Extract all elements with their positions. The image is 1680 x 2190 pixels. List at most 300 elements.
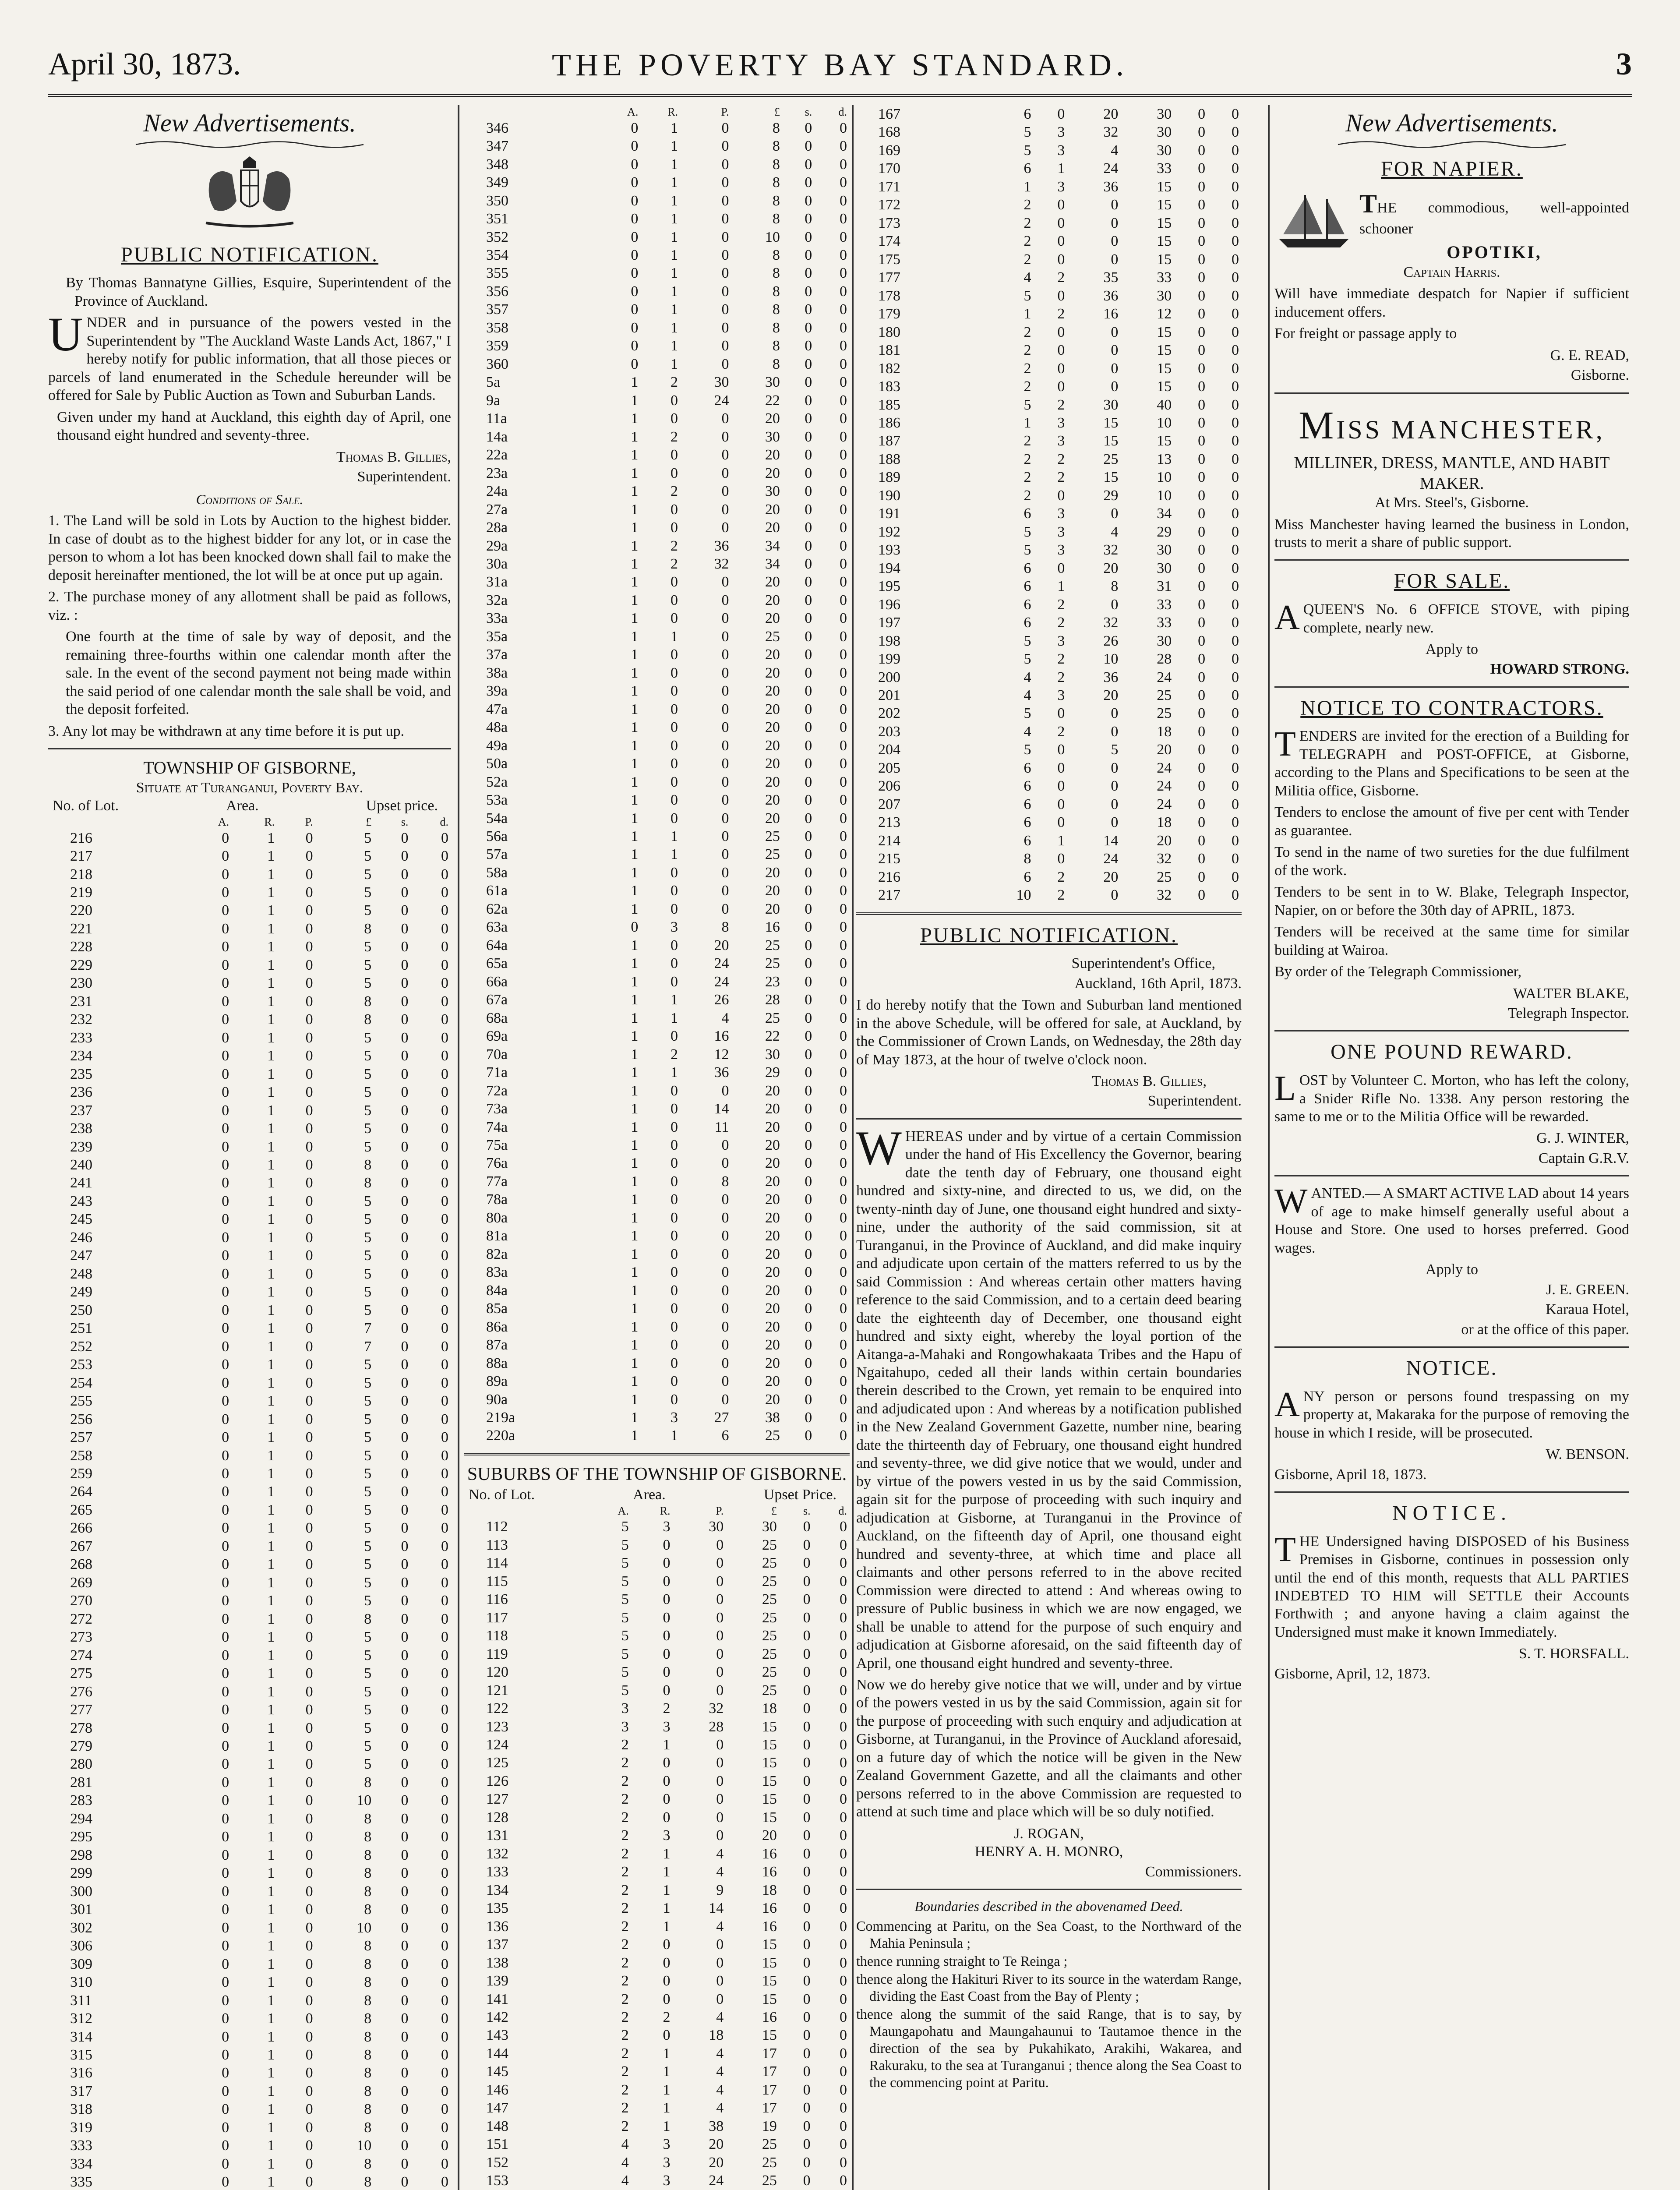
table-cell: 0	[305, 1011, 313, 1028]
table-cell: 30	[765, 428, 780, 445]
table-cell: 1	[631, 1355, 639, 1371]
table-cell: 0	[716, 1936, 724, 1953]
table-cell: 0	[441, 1629, 448, 1646]
table-cell: 8	[364, 1865, 372, 1882]
table-cell: 0	[803, 2045, 811, 2062]
table-cell: 1	[631, 992, 639, 1008]
table-cell: 0	[671, 447, 678, 463]
table-cell: 174	[878, 233, 900, 250]
table-cell: 5	[364, 939, 372, 955]
table-cell: 1	[631, 737, 639, 754]
table-cell: 0	[671, 519, 678, 536]
table-cell: 0	[305, 1120, 313, 1137]
table-row	[464, 192, 850, 210]
table-cell: 0	[305, 1665, 313, 1682]
table-row	[464, 900, 850, 918]
notice-2-date: Gisborne, April, 12, 1873.	[1274, 1665, 1431, 1682]
table-row	[856, 541, 1242, 559]
table-cell: 1	[671, 120, 678, 136]
table-cell: 20	[765, 410, 780, 427]
table-cell: 0	[805, 1391, 812, 1408]
table-cell: 0	[803, 1755, 811, 1771]
table-cell: 15	[1103, 433, 1119, 449]
table-cell: 276	[70, 1683, 92, 1700]
table-cell: 0	[631, 319, 639, 336]
table-cell: 0	[721, 883, 729, 899]
boundary-line: thence along the summit of the said Range, that is to say, by Maungapohatu and Maungahaunui to Tautamoe thence in the direction of the sea by Pukahikato, Arakihi, Wakarea, and Rakuraku, to the sea at Turanganui ; thence along the Sea Coast to the commencing point at Paritu.	[856, 2006, 1242, 2091]
table-cell: 20	[765, 774, 780, 790]
table-cell: 182	[878, 360, 900, 377]
table-cell: 1	[267, 830, 275, 846]
table-cell: 1	[631, 447, 639, 463]
table-cell: 0	[805, 1209, 812, 1226]
table-row	[48, 1628, 451, 1646]
table-row	[464, 1190, 850, 1208]
table-cell: 0	[401, 1393, 409, 1409]
table-cell: 179	[878, 306, 900, 322]
table-cell: 0	[441, 957, 448, 973]
table-cell: 0	[1232, 687, 1239, 703]
table-cell: 0	[631, 192, 639, 209]
table-cell: 1	[267, 1665, 275, 1682]
table-cell: 5	[364, 1429, 372, 1446]
table-cell: 25	[762, 1646, 777, 1662]
table-cell: 1	[267, 1120, 275, 1137]
table-cell: 20	[1103, 106, 1119, 122]
table-cell: 0	[222, 939, 229, 955]
table-cell: 0	[1232, 106, 1239, 122]
table-cell: 0	[721, 1300, 729, 1317]
table-row	[48, 1883, 451, 1900]
table-cell: 253	[70, 1356, 92, 1373]
table-cell: 0	[805, 356, 812, 372]
table-row	[464, 845, 850, 863]
table-cell: 1	[631, 792, 639, 809]
table-cell: 5	[364, 1284, 372, 1300]
table-cell: 1	[267, 884, 275, 901]
table-cell: 0	[441, 1193, 448, 1209]
table-cell: 0	[401, 1411, 409, 1427]
table-cell: 31	[1157, 578, 1172, 595]
table-cell: 0	[840, 883, 847, 899]
table-cell: 0	[840, 1845, 847, 1862]
table-cell: 0	[1057, 233, 1065, 250]
table-cell: 0	[222, 1956, 229, 1972]
table-cell: 0	[840, 1064, 847, 1081]
table-cell: 20	[1157, 742, 1172, 758]
col-lot: No. of Lot.	[469, 1487, 535, 1503]
table-cell: 0	[1232, 778, 1239, 795]
table-cell: 151	[486, 2136, 508, 2153]
table-cell: 1	[631, 701, 639, 717]
page-number: 3	[1616, 46, 1632, 81]
table-cell: 17	[762, 2100, 777, 2116]
table-row	[464, 2063, 850, 2080]
table-cell: 0	[305, 884, 313, 901]
table-row	[48, 1555, 451, 1573]
table-row	[48, 1610, 451, 1628]
table-row	[464, 1736, 850, 1754]
table-cell: 0	[1232, 433, 1239, 449]
table-cell: 0	[805, 229, 812, 245]
table-cell: 228	[70, 939, 92, 955]
table-cell: 248	[70, 1265, 92, 1282]
unit-header: A.	[218, 815, 229, 828]
table-cell: 8	[364, 920, 372, 937]
table-cell: 8	[364, 2083, 372, 2099]
table-cell: 0	[305, 2174, 313, 2190]
table-cell: 167	[878, 106, 900, 122]
table-cell: 5	[1024, 651, 1031, 668]
table-cell: 1	[267, 2083, 275, 2099]
table-cell: 5	[364, 866, 372, 883]
table-cell: 252	[70, 1338, 92, 1355]
table-cell: 115	[486, 1573, 508, 1590]
table-cell: 0	[1198, 669, 1206, 685]
table-row	[48, 2082, 451, 2100]
table-cell: 0	[305, 848, 313, 865]
decorative-swash-icon	[1310, 139, 1594, 150]
table-cell: 0	[721, 1282, 729, 1299]
table-row	[464, 428, 850, 446]
table-cell: 0	[1232, 759, 1239, 776]
table-cell: 0	[305, 1629, 313, 1646]
table-cell: 0	[401, 1629, 409, 1646]
table-cell: 312	[70, 2010, 92, 2027]
table-row	[48, 2173, 451, 2190]
table-cell: 0	[721, 247, 729, 263]
table-cell: 25	[1157, 869, 1172, 885]
napier-place: Gisborne.	[1571, 367, 1629, 384]
table-cell: 0	[441, 1465, 448, 1482]
table-cell: 22	[765, 392, 780, 409]
table-row	[48, 1810, 451, 1828]
table-cell: 8	[772, 156, 780, 173]
table-cell: 0	[1232, 124, 1239, 141]
table-cell: 29	[765, 1064, 780, 1081]
sale-apply: Apply to	[1426, 641, 1478, 657]
table-cell: 0	[721, 501, 729, 518]
table-cell: 0	[1057, 106, 1065, 122]
napier-body-2: Will have immediate despatch for Napier if sufficient inducement offers.	[1274, 286, 1629, 320]
table-cell: 0	[721, 1391, 729, 1408]
table-cell: 30	[765, 374, 780, 391]
table-cell: 20	[765, 864, 780, 881]
sale-title: FOR SALE.	[1394, 569, 1510, 593]
table-cell: 0	[663, 1973, 671, 1989]
table-cell: 0	[663, 1573, 671, 1590]
table-cell: 1	[267, 1084, 275, 1101]
table-cell: 0	[840, 610, 847, 627]
section-title: New Advertisements.	[143, 109, 356, 137]
table-cell: 10	[356, 1919, 372, 1936]
table-cell: 0	[305, 2083, 313, 2099]
table-row	[464, 936, 850, 954]
table-cell: 0	[401, 1247, 409, 1264]
table-cell: 0	[716, 1646, 724, 1662]
table-cell: 20	[709, 2154, 724, 2171]
table-cell: 3	[1057, 632, 1065, 649]
table-cell: 0	[1057, 814, 1065, 831]
table-cell: 0	[401, 1429, 409, 1446]
table-row	[48, 1483, 451, 1501]
table-cell: 0	[840, 1082, 847, 1099]
table-row	[856, 559, 1242, 577]
table-cell: 219a	[486, 1409, 515, 1426]
table-cell: 0	[1232, 469, 1239, 486]
table-row	[464, 2099, 850, 2117]
divider	[48, 748, 451, 749]
table-cell: 0	[840, 1755, 847, 1771]
table-cell: 15	[762, 1755, 777, 1771]
table-cell: 5	[364, 1629, 372, 1646]
table-cell: 1	[631, 574, 639, 590]
table-cell: 1	[267, 1484, 275, 1500]
table-cell: 71a	[486, 1064, 508, 1081]
notice-title: PUBLIC NOTIFICATION.	[121, 243, 378, 266]
napier-signature: G. E. READ,	[1550, 347, 1629, 364]
table-cell: 0	[840, 2027, 847, 2044]
table-cell: 1	[631, 1264, 639, 1281]
table-cell: 1	[267, 1211, 275, 1228]
table-cell: 0	[840, 1282, 847, 1299]
table-row	[464, 1063, 850, 1081]
table-cell: 0	[840, 864, 847, 881]
table-cell: 29a	[486, 537, 508, 554]
table-cell: 0	[305, 1938, 313, 1954]
table-cell: 5	[364, 1374, 372, 1391]
table-row	[48, 883, 451, 901]
table-cell: 0	[663, 1591, 671, 1608]
table-cell: 16	[714, 1028, 729, 1045]
table-cell: 0	[1198, 796, 1206, 812]
sale-body: QUEEN'S No. 6 OFFICE STOVE, with piping complete, nearly new.	[1303, 601, 1629, 636]
table-cell: 0	[671, 1155, 678, 1172]
table-cell: 0	[840, 265, 847, 282]
table-row	[48, 2046, 451, 2064]
table-cell: 0	[631, 156, 639, 173]
table-cell: 0	[222, 1574, 229, 1591]
table-cell: 0	[401, 1665, 409, 1682]
table-cell: 0	[401, 993, 409, 1010]
table-cell: 26	[1103, 632, 1119, 649]
table-cell: 20	[765, 1155, 780, 1172]
table-cell: 0	[441, 2028, 448, 2045]
table-row	[856, 178, 1242, 196]
table-cell: 152	[486, 2154, 508, 2171]
table-cell: 0	[716, 1609, 724, 1626]
table-cell: 1	[631, 592, 639, 608]
table-cell: 0	[805, 519, 812, 536]
table-cell: 267	[70, 1538, 92, 1554]
table-cell: 1	[267, 1992, 275, 2009]
table-cell: 58a	[486, 864, 508, 881]
table-cell: 1	[631, 1209, 639, 1226]
table-cell: 0	[716, 1555, 724, 1572]
table-cell: 2	[1057, 596, 1065, 613]
table-cell: 1	[671, 229, 678, 245]
table-cell: 0	[721, 628, 729, 645]
table-cell: 0	[840, 1046, 847, 1063]
table-cell: 178	[878, 287, 900, 304]
table-cell: 0	[1198, 651, 1206, 668]
table-cell: 1	[267, 1774, 275, 1791]
table-cell: 1	[631, 1173, 639, 1190]
table-row	[48, 1864, 451, 1882]
table-cell: 0	[1232, 632, 1239, 649]
table-cell: 5	[1024, 523, 1031, 540]
table-cell: 2	[1057, 306, 1065, 322]
table-cell: 0	[721, 1209, 729, 1226]
table-cell: 168	[878, 124, 900, 141]
table-cell: 3	[1057, 124, 1065, 141]
table-cell: 33	[1157, 269, 1172, 286]
table-cell: 0	[305, 1774, 313, 1791]
table-cell: 0	[1232, 269, 1239, 286]
table-cell: 0	[671, 1173, 678, 1190]
table-cell: 1	[671, 174, 678, 191]
table-cell: 0	[305, 1611, 313, 1627]
table-cell: 0	[1198, 433, 1206, 449]
table-cell: 5	[621, 1646, 629, 1662]
table-cell: 20	[765, 1373, 780, 1390]
table-cell: 0	[1232, 796, 1239, 812]
table-cell: 22a	[486, 447, 508, 463]
table-cell: 0	[721, 356, 729, 372]
table-cell: 0	[840, 156, 847, 173]
table-cell: 0	[1111, 596, 1119, 613]
table-cell: 270	[70, 1593, 92, 1609]
table-cell: 4	[1111, 523, 1119, 540]
table-cell: 175	[878, 251, 900, 268]
table-cell: 2	[1024, 215, 1031, 231]
table-cell: 1	[631, 374, 639, 391]
table-cell: 0	[305, 1029, 313, 1046]
table-cell: 200	[878, 669, 900, 685]
table-cell: 274	[70, 1647, 92, 1664]
table-cell: 6	[1024, 832, 1031, 849]
given-line: Given under my hand at Auckland, this eighth day of April, one thousand eight hundred and seventy-three.	[57, 409, 451, 444]
table-cell: 4	[716, 2063, 724, 2080]
table-cell: 0	[805, 810, 812, 827]
table-cell: 269	[70, 1574, 92, 1591]
table-cell: 61a	[486, 883, 508, 899]
table-cell: 0	[441, 1084, 448, 1101]
table-cell: 0	[401, 1829, 409, 1845]
table-cell: 0	[441, 1829, 448, 1845]
table-cell: 38	[765, 1409, 780, 1426]
table-cell: 0	[671, 955, 678, 972]
table-cell: 302	[70, 1919, 92, 1936]
table-cell: 0	[1111, 723, 1119, 740]
table-cell: 0	[441, 1520, 448, 1537]
table-row	[48, 1338, 451, 1356]
table-row	[464, 591, 850, 609]
table-cell: 0	[401, 1501, 409, 1518]
table-cell: 8	[364, 2028, 372, 2045]
table-cell: 0	[441, 1883, 448, 1900]
table-cell: 0	[840, 120, 847, 136]
table-cell: 25	[765, 937, 780, 954]
table-cell: 0	[803, 1573, 811, 1590]
table-cell: 0	[222, 1847, 229, 1863]
table-cell: 0	[805, 301, 812, 318]
table-cell: 2	[671, 1046, 678, 1063]
table-cell: 0	[840, 1628, 847, 1644]
contractors-order: By order of the Telegraph Commissioner,	[1274, 964, 1522, 980]
table-cell: 1	[267, 1647, 275, 1664]
table-row	[48, 1537, 451, 1555]
table-cell: 20	[765, 883, 780, 899]
table-cell: 1	[267, 957, 275, 973]
table-cell: 0	[1232, 160, 1239, 177]
table-cell: 122	[486, 1700, 508, 1717]
table-cell: 214	[878, 832, 900, 849]
table-cell: 1	[267, 1247, 275, 1264]
table-cell: 85a	[486, 1300, 508, 1317]
table-cell: 0	[803, 1519, 811, 1535]
table-cell: 34	[765, 555, 780, 572]
table-cell: 0	[671, 973, 678, 990]
table-cell: 14a	[486, 428, 508, 445]
table-cell: 0	[401, 1556, 409, 1573]
table-row	[48, 847, 451, 865]
table-cell: 25	[762, 1573, 777, 1590]
table-row	[464, 1427, 850, 1445]
table-cell: 0	[805, 156, 812, 173]
table-cell: 1	[267, 2046, 275, 2063]
table-cell: 0	[663, 1791, 671, 1808]
table-row	[464, 1536, 850, 1554]
table-cell: 0	[805, 138, 812, 155]
table-cell: 0	[401, 1792, 409, 1809]
table-row	[464, 173, 850, 191]
table-cell: 0	[222, 2137, 229, 2154]
table-row	[464, 1354, 850, 1372]
table-cell: 0	[441, 1138, 448, 1155]
table-cell: 31a	[486, 574, 508, 590]
table-row	[464, 2154, 850, 2172]
table-cell: 78a	[486, 1191, 508, 1208]
table-cell: 20	[765, 1391, 780, 1408]
contractors-p4: Tenders to be sent in to W. Blake, Telegraph Inspector, Napier, on or before the 30th day of APRIL, 1873.	[1274, 884, 1629, 918]
table-cell: 30	[1157, 632, 1172, 649]
table-cell: 5	[364, 1211, 372, 1228]
table-cell: 8	[772, 138, 780, 155]
table-row	[48, 1737, 451, 1755]
table-cell: 0	[805, 828, 812, 844]
table-cell: 0	[222, 1429, 229, 1446]
table-cell: 8	[772, 319, 780, 336]
table-cell: 0	[305, 1338, 313, 1355]
table-row	[464, 300, 850, 318]
table-cell: 1	[267, 1465, 275, 1482]
table-cell: 0	[441, 1011, 448, 1028]
table-cell: 0	[840, 174, 847, 191]
divider	[856, 912, 1242, 915]
table-cell: 0	[840, 1700, 847, 1717]
table-cell: 1	[631, 410, 639, 427]
table-row	[464, 1409, 850, 1427]
table-row	[464, 1972, 850, 1990]
table-cell: 1	[267, 1520, 275, 1537]
table-cell: 30	[762, 1519, 777, 1535]
table-cell: 1	[267, 1756, 275, 1773]
table-cell: 0	[721, 211, 729, 227]
table-row	[48, 1102, 451, 1120]
table-row	[856, 123, 1242, 141]
table-cell: 6	[1024, 796, 1031, 812]
